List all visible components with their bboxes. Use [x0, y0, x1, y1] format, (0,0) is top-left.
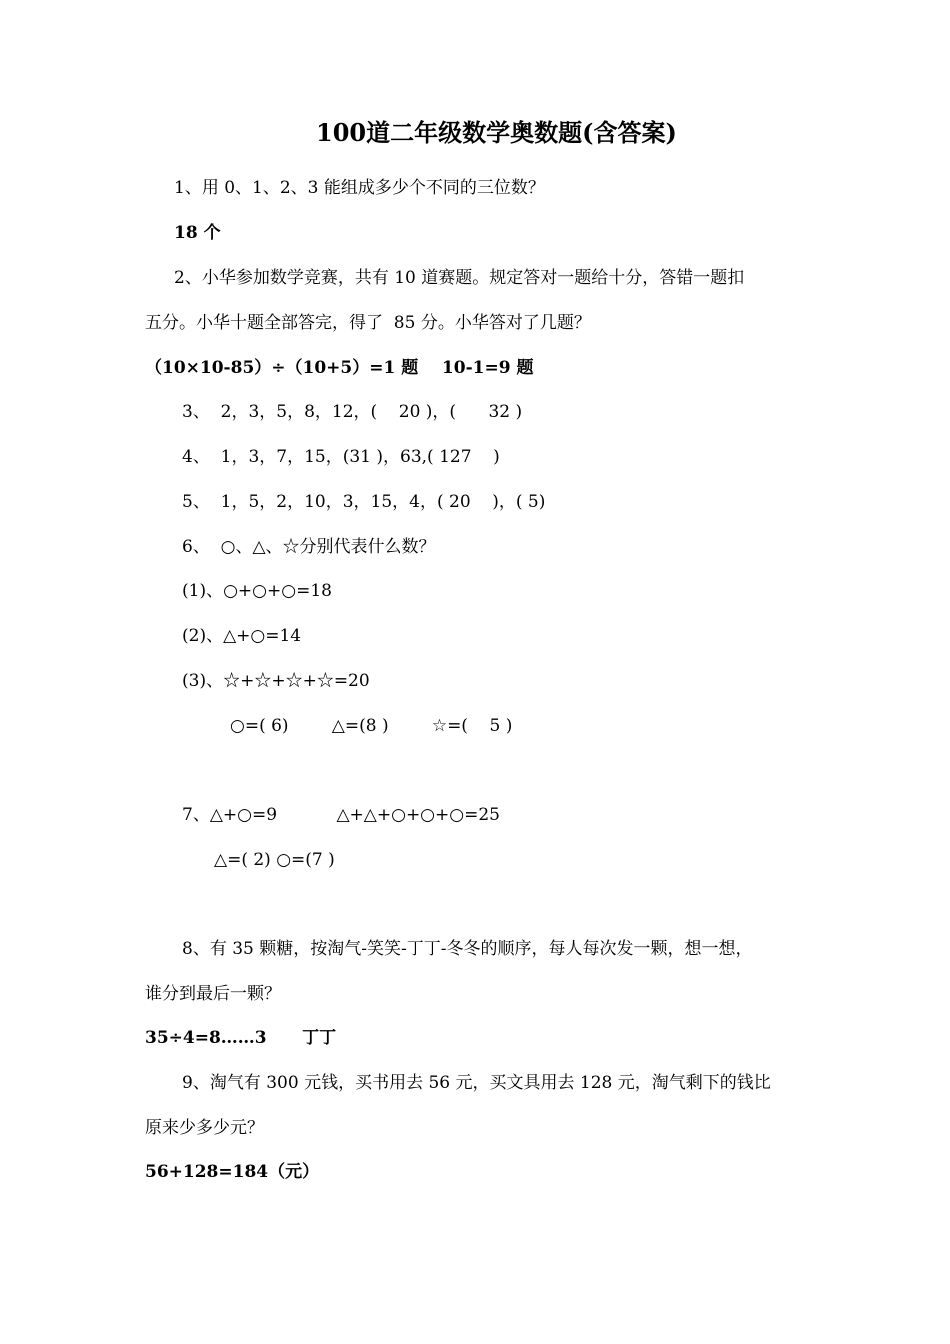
answer-6: ○=( 6) △=(8 ) ☆=( 5 ) [230, 716, 513, 736]
question-8-line-2: 谁分到最后一颗？ [145, 984, 281, 1004]
question-6: 6、 ○、△、☆分别代表什么数？ [182, 537, 436, 557]
answer-1: 18 个 [174, 223, 221, 243]
question-7: 7、△+○=9 △+△+○+○+○=25 [182, 805, 500, 825]
question-9-line-2: 原来少多少元？ [145, 1118, 264, 1138]
answer-2: （10×10-85）÷（10+5）=1 题 10-1=9 题 [145, 358, 534, 378]
question-5: 5、 1，5，2，10，3，15，4，( 20 )，( 5) [182, 492, 546, 512]
answer-8: 35÷4=8……3 丁丁 [145, 1028, 337, 1048]
question-9-line-1: 9、淘气有 300 元钱，买书用去 56 元，买文具用去 128 元，淘气剩下的钱比 [182, 1073, 771, 1093]
question-6-part-1: (1)、○+○+○=18 [182, 581, 332, 601]
question-1: 1、用 0、1、2、3 能组成多少个不同的三位数？ [174, 178, 545, 198]
page-title: 100道二年级数学奥数题(含答案) [316, 118, 677, 147]
question-3: 3、 2，3，5，8，12，( 20 )，( 32 ) [182, 402, 523, 422]
question-2-line-2: 五分。小华十题全部答完，得了 85 分。小华答对了几题？ [145, 313, 591, 333]
answer-7: △=( 2) ○=(7 ) [214, 850, 335, 870]
question-8-line-1: 8、有 35 颗糖，按淘气-笑笑-丁丁-冬冬的顺序，每人每次发一颗，想一想， [182, 939, 753, 959]
question-4: 4、 1，3，7，15，(31 )，63,( 127 ) [182, 447, 500, 467]
answer-9: 56+128=184（元） [145, 1162, 320, 1182]
question-6-part-3: (3)、☆+☆+☆+☆=20 [182, 671, 370, 691]
question-2-line-1: 2、小华参加数学竞赛，共有 10 道赛题。规定答对一题给十分，答错一题扣 [174, 268, 745, 288]
question-6-part-2: (2)、△+○=14 [182, 626, 302, 646]
